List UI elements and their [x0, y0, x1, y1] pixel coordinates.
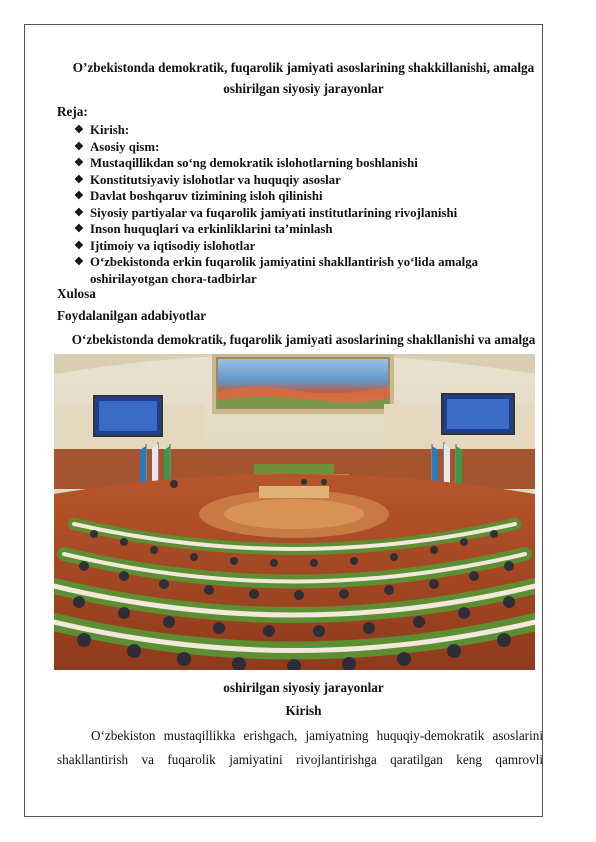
diamond-bullet-icon: ❖ — [74, 190, 84, 202]
intro-paragraph: O‘zbekiston mustaqillikka erishgach, jamiyatning huquqiy-demokratik asoslarini shakllantirish va fuqarolik jamiyatini rivojlantirishga qaratilgan keng qamrovli — [57, 728, 543, 767]
list-item: ❖ Kirish: — [74, 123, 130, 137]
references-label: Foydalanilgan adabiyotlar — [57, 308, 207, 323]
list-item: ❖ Inson huquqlari va erkinliklarini ta’minlash — [74, 222, 333, 236]
list-item: ❖ Mustaqillikdan so‘ng demokratik islohotlarning boshlanishi — [74, 156, 418, 170]
diamond-bullet-icon: ❖ — [74, 223, 84, 235]
document-title: O’zbekistonda demokratik, fuqarolik jamiyati asoslarining shakkillanishi, amalga oshirilgan siyosiy jarayonlar — [72, 60, 535, 96]
diamond-bullet-icon: ❖ — [74, 239, 84, 252]
diamond-bullet-icon: ❖ — [74, 206, 84, 219]
plan-label: Reja: — [57, 104, 88, 119]
parliament-session-hall-photo — [54, 354, 535, 670]
diamond-bullet-icon: ❖ — [74, 157, 84, 169]
list-item: ❖ Konstitutsiyaviy islohotlar va huquqiy asoslar — [74, 172, 341, 187]
list-item: ❖ Asosiy qism: — [74, 139, 160, 154]
conclusion-label: Xulosa — [57, 286, 96, 301]
plan-list — [74, 122, 544, 287]
list-item: ❖ O‘zbekistonda erkin fuqarolik jamiyatini shakllantirish yo‘lida amalga oshirilayotgan chora-tadbirlar — [74, 255, 478, 286]
diamond-bullet-icon: ❖ — [74, 140, 84, 153]
diamond-bullet-icon: ❖ — [74, 173, 84, 186]
list-item: ❖ Davlat boshqaruv tizimining isloh qilinishi — [74, 189, 323, 203]
kirish-heading: Kirish — [285, 703, 322, 718]
list-item: ❖ Siyosiy partiyalar va fuqarolik jamiyati institutlarining rivojlanishi — [74, 205, 458, 220]
section-title-continued: oshirilgan siyosiy jarayonlar — [223, 680, 384, 695]
diamond-bullet-icon: ❖ — [74, 256, 84, 268]
section-title: O‘zbekistonda demokratik, fuqarolik jamiyati asoslarining shakllanishi va amalga — [71, 332, 536, 347]
diamond-bullet-icon: ❖ — [74, 124, 84, 136]
list-item: ❖ Ijtimoiy va iqtisodiy islohotlar — [74, 238, 256, 253]
